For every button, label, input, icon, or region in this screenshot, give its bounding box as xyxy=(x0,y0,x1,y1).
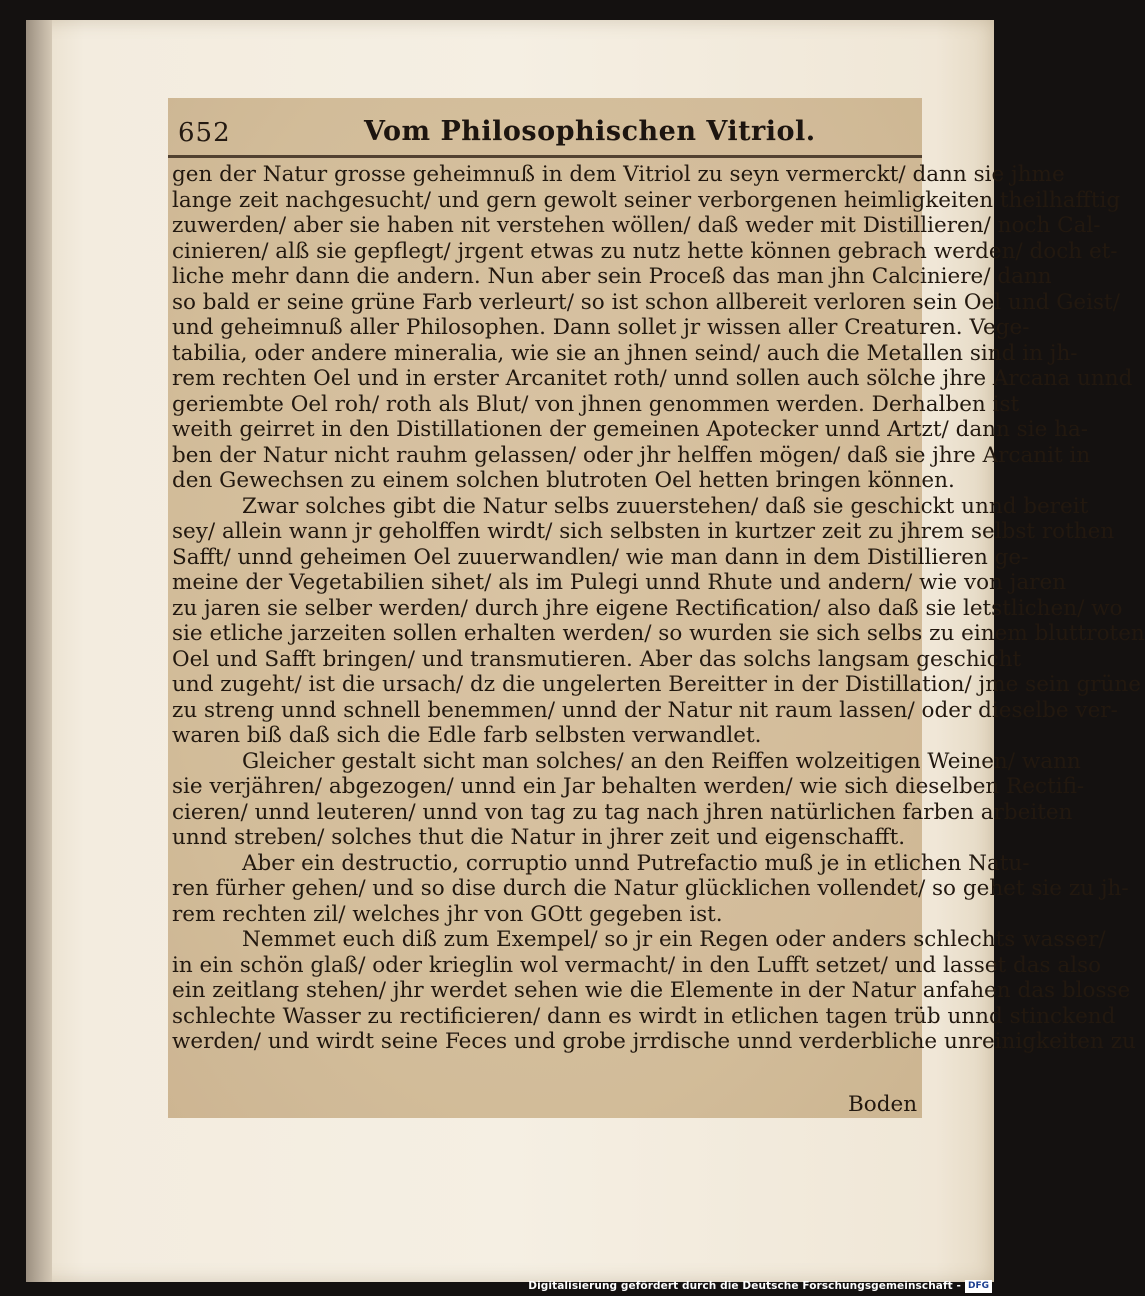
header-rule xyxy=(168,155,922,158)
footer-credit: Digitalisierung gefördert durch die Deutsche Forschungsgemeinschaft - xyxy=(528,1280,961,1292)
text-line: und geheimnuß aller Philosophen. Dann sollet jr wissen aller Creaturen. Vege- xyxy=(172,315,1030,340)
text-line: waren biß daß sich die Edle farb selbsten verwandlet. xyxy=(172,723,762,748)
text-line: lange zeit nachgesucht/ und gern gewolt seiner verborgenen heimligkeiten theilhafftig xyxy=(172,187,1121,213)
digitization-footer xyxy=(528,1278,992,1294)
text-line: cinieren/ alß sie gepflegt/ jrgent etwas zu nutz hette können gebrach werden/ doch et- xyxy=(172,238,1118,264)
text-line: schlechte Wasser zu rectificieren/ dann es wirdt in etlichen tagen trüb unnd stinckend xyxy=(172,1003,1116,1029)
text-line: sey/ allein wann jr geholffen wirdt/ sich selbsten in kurtzer zeit zu jhrem selbst rothen xyxy=(172,519,1115,544)
text-line: tabilia, oder andere mineralia, wie sie an jhnen seind/ auch die Metallen sind in jh- xyxy=(172,340,1078,366)
text-line: gen der Natur grosse geheimnuß in dem Vitriol zu seyn vermerckt/ dann sie jhme xyxy=(172,162,1065,187)
text-line: Zwar solches gibt die Natur selbs zuuerstehen/ daß sie geschickt unnd bereit xyxy=(242,493,1089,519)
text-line: Nemmet euch diß zum Exempel/ so jr ein Regen oder anders schlechts wasser/ xyxy=(242,927,1106,952)
dfg-logo: DFG xyxy=(965,1280,992,1293)
text-line: cieren/ unnd leuteren/ unnd von tag zu tag nach jhren natürlichen farben arbeiten xyxy=(172,799,1073,825)
text-line: sie etliche jarzeiten sollen erhalten werden/ so wurden sie sich selbs zu einem bluttroten xyxy=(172,621,1145,646)
text-line: rem rechten Oel und in erster Arcanitet roth/ unnd sollen auch sölche jhre Arcana unnd xyxy=(172,366,1133,391)
text-line: meine der Vegetabilien sihet/ als im Pulegi unnd Rhute und andern/ wie von jaren xyxy=(172,570,1067,595)
text-line: ben der Natur nicht rauhm gelassen/ oder jhr helffen mögen/ daß sie jhre Arcanit in xyxy=(172,442,1091,468)
text-line: geriembte Oel roh/ roth als Blut/ von jhnen genommen werden. Derhalben ist xyxy=(172,391,1020,417)
page-header xyxy=(168,112,922,156)
text-line: sie verjähren/ abgezogen/ unnd ein Jar behalten werden/ wie sich dieselben Rectifi- xyxy=(172,774,1085,799)
text-line: zuwerden/ aber sie haben nit verstehen wöllen/ daß weder mit Distillieren/ noch Cal- xyxy=(172,213,1101,238)
text-line: liche mehr dann die andern. Nun aber sein Proceß das man jhn Calciniere/ dann xyxy=(172,264,1052,289)
text-line: den Gewechsen zu einem solchen blutroten Oel hetten bringen können. xyxy=(172,468,955,493)
text-line: unnd streben/ solches thut die Natur in jhrer zeit und eigenschafft. xyxy=(172,825,906,850)
running-title: Vom Philosophischen Vitriol. xyxy=(364,116,816,147)
catchword: Boden xyxy=(848,1092,918,1117)
page-gutter xyxy=(26,20,52,1282)
text-line: zu streng unnd schnell benemmen/ unnd der Natur nit raum lassen/ oder dieselbe ver- xyxy=(172,697,1118,723)
text-line: ren fürher gehen/ und so dise durch die Natur glücklichen vollendet/ so gehet sie zu jh- xyxy=(172,876,1129,901)
text-line: Gleicher gestalt sicht man solches/ an den Reiffen wolzeitigen Weinen/ wann xyxy=(242,748,1081,774)
text-line: Safft/ unnd geheimen Oel zuuerwandlen/ wie man dann in dem Distillieren ge- xyxy=(172,544,1029,570)
text-line: weith geirret in den Distillationen der gemeinen Apotecker unnd Artzt/ dann sie ha- xyxy=(172,417,1089,442)
text-line: in ein schön glaß/ oder krieglin wol vermacht/ in den Lufft setzet/ und lasset das also xyxy=(172,952,1102,978)
text-line: ein zeitlang stehen/ jhr werdet sehen wie die Elemente in der Natur anfahen das blosse xyxy=(172,978,1131,1003)
text-line: werden/ und wirdt seine Feces und grobe jrrdische unnd verderbliche unreinigkeiten zu xyxy=(172,1029,1136,1054)
text-line: und zugeht/ ist die ursach/ dz die ungelerten Bereitter in der Distillation/ jme sein grüne xyxy=(172,672,1141,697)
page-number: 652 xyxy=(178,118,231,148)
text-line: Oel und Safft bringen/ und transmutieren. Aber das solchs langsam geschicht xyxy=(172,646,1022,672)
text-line: Aber ein destructio, corruptio unnd Putrefactio muß je in etlichen Natu- xyxy=(242,850,1030,876)
text-line: zu jaren sie selber werden/ durch jhre eigene Rectification/ also daß sie letstlichen/ wo xyxy=(172,595,1123,621)
text-line: rem rechten zil/ welches jhr von GOtt gegeben ist. xyxy=(172,901,723,927)
body-text xyxy=(172,162,1145,1055)
text-line: so bald er seine grüne Farb verleurt/ so ist schon allbereit verloren sein Oel und Geist/ xyxy=(172,289,1120,315)
